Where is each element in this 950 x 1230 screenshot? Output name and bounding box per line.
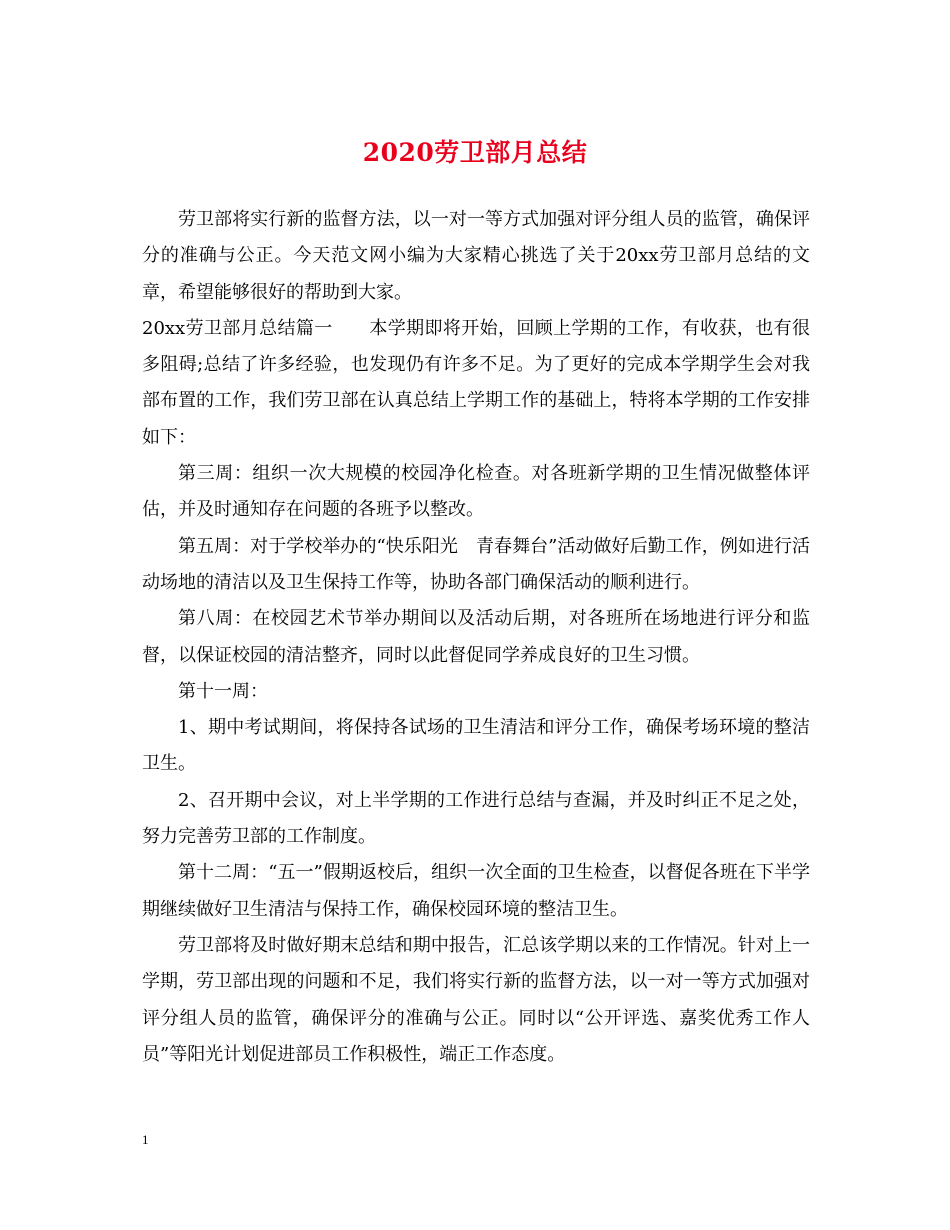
paragraph-week-11-heading: 第十一周： [178, 680, 268, 702]
paragraph-week-11-item-2: 2、召开期中会议，对上半学期的工作进行总结与查漏，并及时纠正不足之处，努力完善劳卫部的工作制度。 [142, 789, 810, 848]
paragraph-week-3: 第三周：组织一次大规模的校园净化检查。对各班新学期的卫生情况做整体评估，并及时通知存在问题的各班予以整改。 [142, 463, 810, 521]
page-number: 1 [142, 1132, 149, 1147]
paragraph-part-one: 20xx劳卫部月总结篇一 本学期即将开始，回顾上学期的工作，有收获，也有很多阻碍;总结了许多经验，也发现仍有许多不足。为了更好的完成本学期学生会对我部布置的工作，我们劳卫部在认真总结上学期工作的基础上，特将本学期的工作安排如下： [142, 317, 810, 448]
paragraph-week-12: 第十二周：“五一”假期返校后，组织一次全面的卫生检查，以督促各班在下半学期继续做好卫生清洁与保持工作，确保校园环境的整洁卫生。 [142, 862, 810, 920]
paragraph-week-8: 第八周：在校园艺术节举办期间以及活动后期，对各班所在场地进行评分和监督，以保证校园的清洁整齐，同时以此督促同学养成良好的卫生习惯。 [142, 608, 810, 666]
paragraph-week-11-item-1: 1、期中考试期间，将保持各试场的卫生清洁和评分工作，确保考场环境的整洁卫生。 [142, 717, 810, 775]
document-body [142, 202, 810, 1073]
paragraph-closing: 劳卫部将及时做好期末总结和期中报告，汇总该学期以来的工作情况。针对上一学期，劳卫部出现的问题和不足，我们将实行新的监督方法，以一对一等方式加强对评分组人员的监管，确保评分的准确与公正。同时以“公开评选、嘉奖优秀工作人员”等阳光计划促进部员工作积极性，端正工作态度。 [142, 934, 810, 1065]
paragraph-intro: 劳卫部将实行新的监督方法，以一对一等方式加强对评分组人员的监管，确保评分的准确与公正。今天范文网小编为大家精心挑选了关于20xx劳卫部月总结的文章，希望能够很好的帮助到大家。 [142, 209, 810, 303]
paragraph-week-5: 第五周：对于学校举办的“快乐阳光 青春舞台”活动做好后勤工作，例如进行活动场地的清洁以及卫生保持工作等，协助各部门确保活动的顺利进行。 [142, 535, 810, 593]
document-title: 2020劳卫部月总结 [362, 138, 588, 167]
